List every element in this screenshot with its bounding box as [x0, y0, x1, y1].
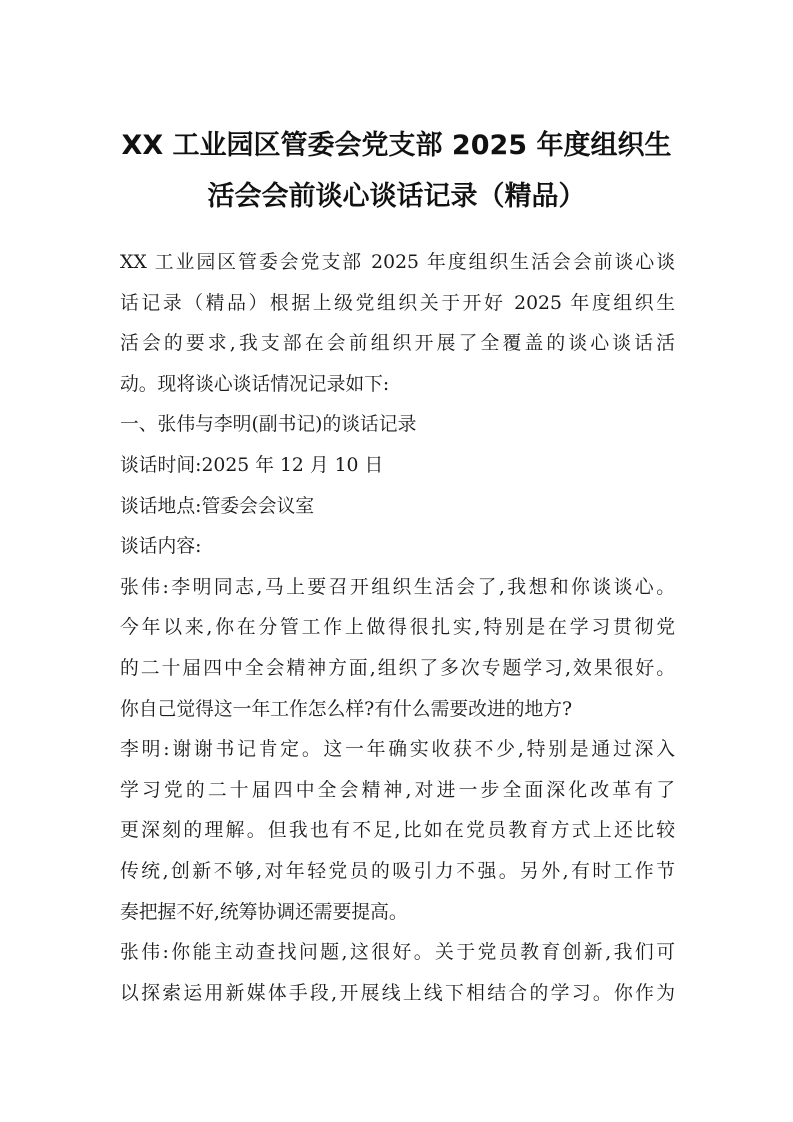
intro-line: XX 工业园区管委会党支部 2025 年度组织生活会会前谈心谈 — [120, 252, 675, 273]
dialogue-line: 以探索运用新媒体手段,开展线上线下相结合的学习。你作为 — [120, 982, 675, 1004]
talk-content-label — [120, 527, 675, 568]
dialogue-paragraph-zhang-2 — [120, 933, 675, 1014]
dialogue-line: 李明:谢谢书记肯定。这一年确实收获不少,特别是通过深入 — [120, 739, 675, 761]
section-heading — [120, 405, 675, 446]
dialogue-line: 奏把握不好,统筹协调还需要提高。 — [120, 901, 408, 923]
dialogue-line: 传统,创新不够,对年轻党员的吸引力不强。另外,有时工作节 — [120, 860, 675, 882]
talk-place-text: 谈话地点:管委会会议室 — [120, 495, 315, 517]
document-title — [90, 120, 703, 222]
dialogue-line: 的二十届四中全会精神方面,组织了多次专题学习,效果很好。 — [120, 657, 675, 679]
title-line-2: 活会会前谈心谈话记录（精品） — [207, 181, 586, 212]
talk-time-text: 谈话时间:2025 年 12 月 10 日 — [120, 454, 384, 476]
intro-line: 话记录（精品）根据上级党组织关于开好 2025 年度组织生 — [120, 292, 675, 314]
intro-line: 活会的要求,我支部在会前组织开展了全覆盖的谈心谈话活 — [120, 333, 675, 355]
dialogue-line: 学习党的二十届四中全会精神,对进一步全面深化改革有了 — [120, 779, 675, 801]
intro-paragraph — [120, 243, 675, 405]
talk-content-label-text: 谈话内容: — [120, 536, 202, 558]
dialogue-line: 张伟:你能主动查找问题,这很好。关于党员教育创新,我们可 — [120, 942, 675, 964]
intro-line: 动。现将谈心谈话情况记录如下: — [120, 373, 390, 395]
dialogue-line: 你自己觉得这一年工作怎么样?有什么需要改进的地方? — [120, 698, 573, 720]
document-body — [120, 243, 675, 1014]
dialogue-line: 更深刻的理解。但我也有不足,比如在党员教育方式上还比较 — [120, 820, 675, 842]
talk-time — [120, 446, 675, 487]
dialogue-line: 今年以来,你在分管工作上做得很扎实,特别是在学习贯彻党 — [120, 617, 675, 639]
dialogue-paragraph-li-1 — [120, 730, 675, 933]
section-heading-text: 一、张伟与李明(副书记)的谈话记录 — [120, 414, 417, 436]
dialogue-paragraph-zhang-1 — [120, 568, 675, 730]
talk-place — [120, 487, 675, 528]
dialogue-line: 张伟:李明同志,马上要召开组织生活会了,我想和你谈谈心。 — [120, 576, 675, 598]
title-line-1: XX 工业园区管委会党支部 2025 年度组织生 — [121, 130, 672, 161]
